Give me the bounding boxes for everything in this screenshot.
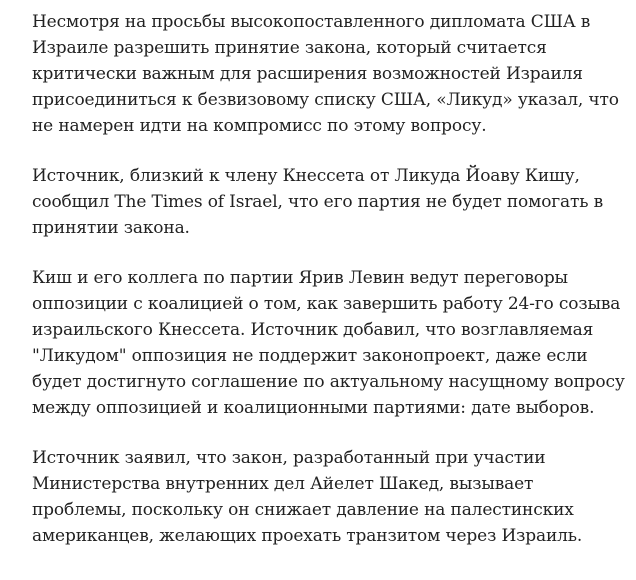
article-paragraph-3: Киш и его коллега по партии Ярив Левин ведут переговоры оппозиции с коалицией о том, как завершить работу 24-го созыва израильского Кнессета. Источник добавил, что возглавляемая "Ликудом" оппозиция не поддержит законопроект, даже если будет достигнуто соглашение по актуальному насущному вопросу между оппозицией и коалиционными партиями: дате выборов. (32, 268, 625, 418)
article-body (32, 9, 628, 549)
article-paragraph-2: Источник, близкий к члену Кнессета от Ликуда Йоаву Кишу, сообщил The Times of Israel, что его партия не будет помогать в принятии закона. (32, 166, 604, 238)
article-paragraph-1: Несмотря на просьбы высокопоставленного дипломата США в Израиле разрешить принятие закона, который считается критически важным для расширения возможностей Израиля присоединиться к безвизовому списку США, «Ликуд» указал, что не намерен идти на компромисс по этому вопросу. (32, 12, 619, 136)
article-paragraph-4: Источник заявил, что закон, разработанный при участии Министерства внутренних дел Айелет Шакед, вызывает проблемы, поскольку он снижает давление на палестинских американцев, желающих проехать транзитом через Израиль. (32, 448, 583, 546)
